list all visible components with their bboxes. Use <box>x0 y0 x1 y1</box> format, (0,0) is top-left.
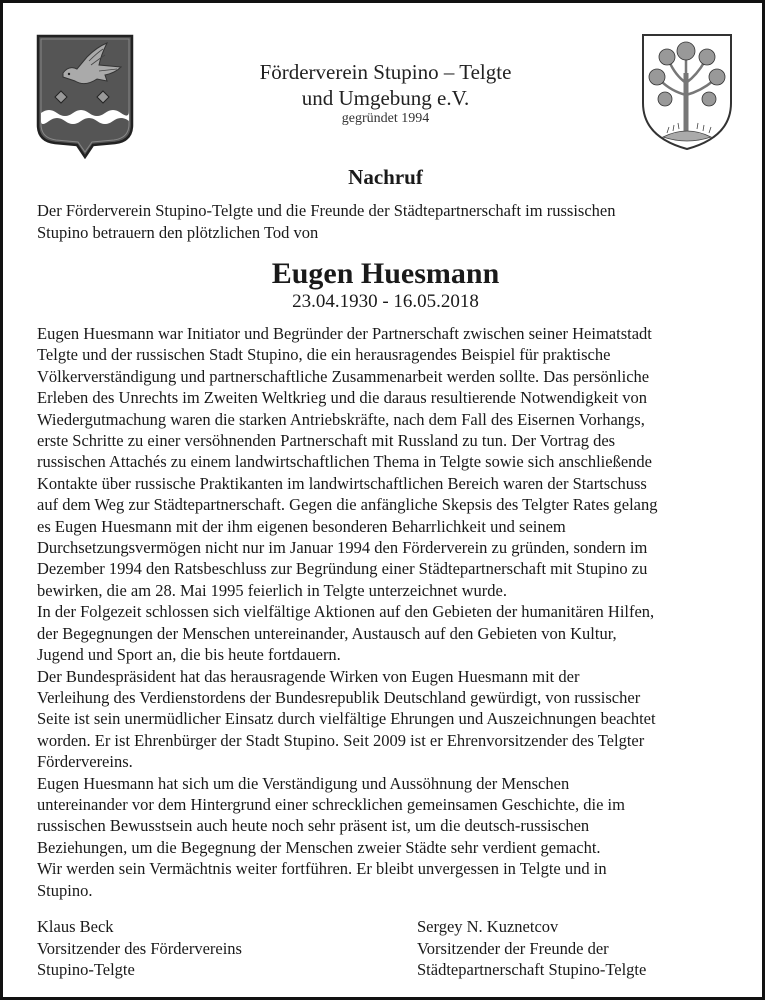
body-line: Stupino. <box>37 880 93 900</box>
body-line: russischen Attachés zu einem landwirtschaftlichen Thema in Telgte sowie sich anschließende <box>37 452 652 472</box>
body-line: erste Schritte zu einer versöhnenden Partnerschaft mit Russland zu tun. Der Vortrag des <box>37 431 616 451</box>
body-line: der Begegnungen der Menschen untereinander, Austausch auf den Gebieten von Kultur, <box>37 623 617 643</box>
signatory-role: Vorsitzender der Freunde der <box>417 938 609 958</box>
intro-paragraph <box>37 200 737 243</box>
body-line: Fördervereins. <box>37 752 133 772</box>
body-line: Seite ist sein unermüdlicher Einsatz durch vielfältige Ehrungen und Auszeichnungen beachtet <box>37 709 656 729</box>
notice-title: Nachruf <box>348 165 423 189</box>
body-line: In der Folgezeit schlossen sich vielfältige Aktionen auf den Gebieten der humanitären Hilfen, <box>37 602 655 622</box>
body-line: Erleben des Unrechts im Zweiten Weltkrieg und die daraus resultierende Notwendigkeit von <box>37 388 648 408</box>
body-line: Jugend und Sport an, die bis heute fortdauern. <box>37 645 341 665</box>
body-line: Wiedergutmachung waren die starken Antriebskräfte, nach dem Fall des Eisernen Vorhangs, <box>37 409 645 429</box>
telgte-coat-of-arms-icon <box>641 33 733 151</box>
signature-right <box>417 916 646 981</box>
organization-name-line1: Förderverein Stupino – Telgte <box>259 60 512 84</box>
body-line: Eugen Huesmann war Initiator und Begründer der Partnerschaft zwischen seiner Heimatstadt <box>37 324 652 343</box>
intro-line: Der Förderverein Stupino-Telgte und die Freunde der Städtepartnerschaft im russischen <box>37 201 616 220</box>
founded-year: gegründet 1994 <box>341 111 430 126</box>
body-line: auf dem Weg zur Städtepartnerschaft. Gegen die anfängliche Skepsis des Telgter Rates gelang <box>37 495 658 515</box>
body-line: untereinander vor dem Hintergrund einer schrecklichen gemeinsamen Geschichte, die im <box>37 794 625 814</box>
body-line: Durchsetzungsvermögen nicht nur im Januar 1994 den Förderverein zu gründen, sondern im <box>37 538 648 558</box>
signatory-role: Vorsitzender des Fördervereins <box>37 938 242 958</box>
body-line: Verleihung des Verdienstordens der Bundesrepublik Deutschland gewürdigt, von russischer <box>37 687 641 707</box>
body-line: Völkerverständigung und partnerschaftliche Zusammenarbeit werden sollte. Das persönliche <box>37 366 650 386</box>
body-line: bewirken, die am 28. Mai 1995 feierlich in Telgte unterzeichnet wurde. <box>37 580 508 600</box>
body-line: Eugen Huesmann hat sich um die Verständigung und Aussöhnung der Menschen <box>37 773 570 793</box>
body-line: Wir werden sein Vermächtnis weiter fortführen. Er bleibt unvergessen in Telgte und in <box>37 859 607 879</box>
signatory-name: Klaus Beck <box>37 917 114 936</box>
body-line: worden. Er ist Ehrenbürger der Stadt Stupino. Seit 2009 ist er Ehrenvorsitzender des Telgter <box>37 730 645 750</box>
organization-name-line2: und Umgebung e.V. <box>301 86 470 110</box>
signature-left <box>37 916 242 981</box>
life-dates: 23.04.1930 - 16.05.2018 <box>292 291 479 312</box>
signatory-name: Sergey N. Kuznetcov <box>417 917 559 936</box>
body-line: russischen Bewusstsein auch heute noch sehr präsent ist, um die deutsch-russischen <box>37 816 590 836</box>
body-line: Der Bundespräsident hat das herausragende Wirken von Eugen Huesmann mit der <box>37 666 580 686</box>
stupino-coat-of-arms-icon <box>35 33 135 159</box>
deceased-name: Eugen Huesmann <box>271 257 500 290</box>
signatory-role: Stupino-Telgte <box>37 960 135 979</box>
body-line: Dezember 1994 den Ratsbeschluss zur Begründung einer Städtepartnerschaft mit Stupino zu <box>37 559 648 579</box>
body-line: Telgte und der russischen Stadt Stupino, die ein herausragendes Beispiel für praktische <box>37 345 611 365</box>
intro-line: Stupino betrauern den plötzlichen Tod von <box>37 222 319 242</box>
body-line: Kontakte über russische Praktikanten im landwirtschaftlichen Bereich waren der Startschuss <box>37 473 647 493</box>
body-line: es Eugen Huesmann mit der ihm eigenen besonderen Beharrlichkeit und seinem <box>37 516 566 536</box>
body-line: Beziehungen, um die Begegnung der Menschen zweier Städte sehr verdient gemacht. <box>37 837 601 857</box>
obituary-body <box>37 323 747 901</box>
signatory-role: Städtepartnerschaft Stupino-Telgte <box>417 960 647 979</box>
